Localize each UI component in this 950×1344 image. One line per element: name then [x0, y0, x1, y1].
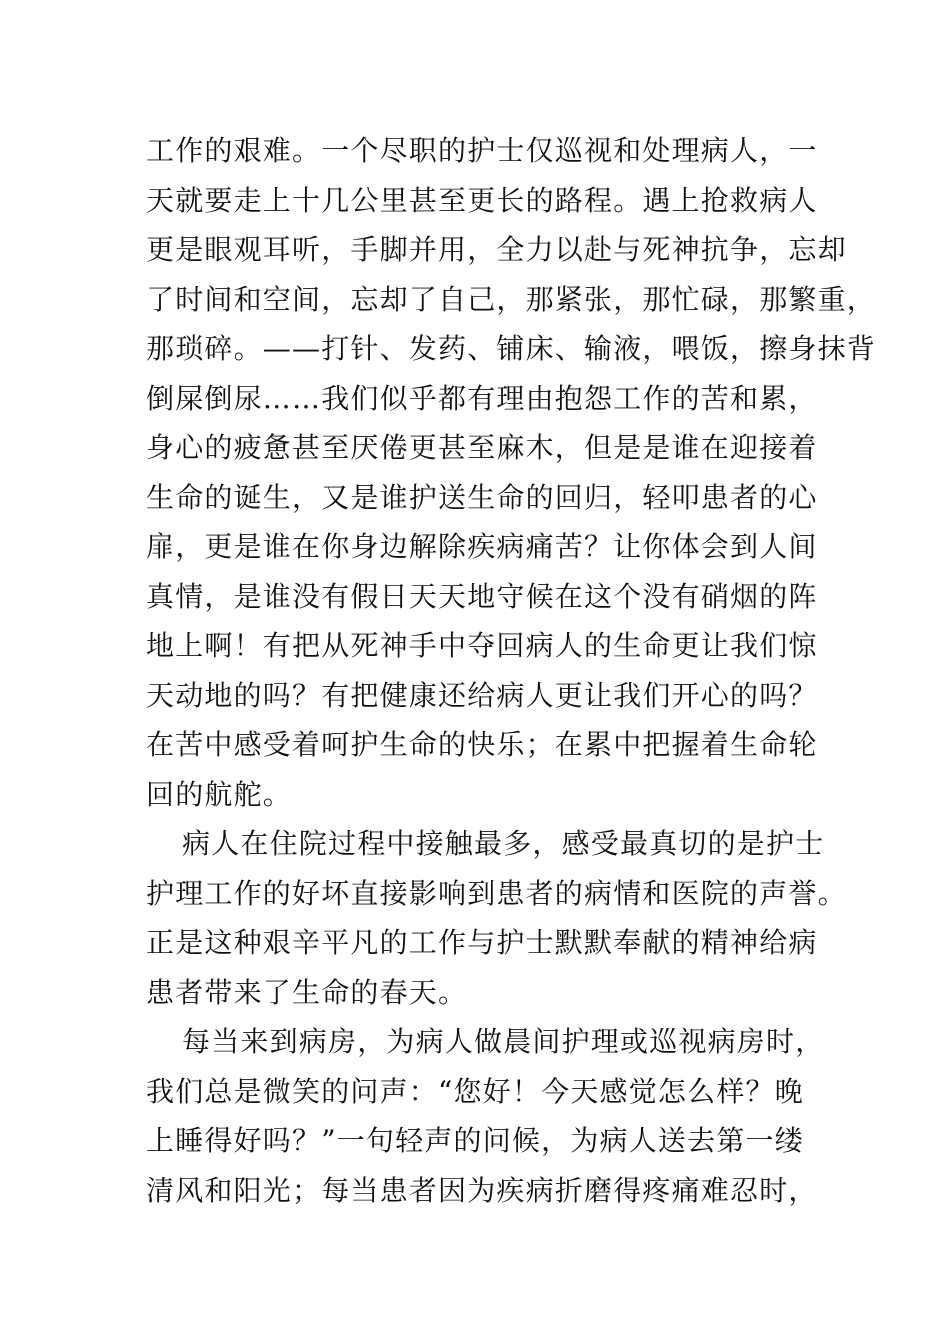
text-line: 天就要走上十几公里甚至更长的路程。遇上抢救病人 — [146, 183, 818, 217]
text-line: 身心的疲惫甚至厌倦更甚至麻木，但是是谁在迎接着 — [146, 431, 818, 464]
text-line: 扉，更是谁在你身边解除疾病痛苦？让你体会到人间 — [146, 530, 818, 563]
paragraph-start-line: 每当来到病房，为病人做晨间护理或巡视病房时， — [182, 1025, 825, 1058]
text-line: 更是眼观耳听，手脚并用，全力以赴与死神抗争，忘却 — [146, 233, 847, 266]
text-line: 工作的艰难。一个尽职的护士仅巡视和处理病人，一 — [146, 134, 818, 167]
text-line: 我们总是微笑的问声：“您好！今天感觉怎么样？晚 — [146, 1074, 804, 1108]
text-line: 地上啊！有把从死神手中夺回病人的生命更让我们惊 — [146, 629, 818, 662]
text-line: 那琐碎。——打针、发药、铺床、输液，喂饭，擦身抹背 — [146, 332, 877, 365]
text-line: 护理工作的好坏直接影响到患者的病情和医院的声誉。 — [146, 876, 847, 910]
text-line: 回的航舵。 — [146, 777, 293, 811]
text-line: 正是这种艰辛平凡的工作与护士默默奉献的精神给病 — [146, 926, 818, 959]
text-line: 在苦中感受着呵护生命的快乐；在累中把握着生命轮 — [146, 728, 818, 761]
text-line: 清风和阳光；每当患者因为疾病折磨得疼痛难忍时， — [146, 1173, 818, 1207]
text-line: 上睡得好吗？”一句轻声的问候，为病人送去第一缕 — [146, 1124, 804, 1157]
text-line: 生命的诞生，又是谁护送生命的回归，轻叩患者的心 — [146, 480, 818, 514]
text-line: 真情，是谁没有假日天天地守候在这个没有硝烟的阵 — [146, 579, 818, 613]
text-line: 倒屎倒尿……我们似乎都有理由抱怨工作的苦和累， — [146, 381, 818, 415]
text-line: 患者带来了生命的春天。 — [146, 975, 468, 1009]
paragraph-start-line: 病人在住院过程中接触最多，感受最真切的是护士 — [182, 827, 825, 860]
text-line: 了时间和空间，忘却了自己，那紧张，那忙碌，那繁重， — [146, 282, 877, 316]
body-text — [146, 126, 877, 1215]
text-line: 天动地的吗？有把健康还给病人更让我们开心的吗？ — [146, 678, 818, 712]
